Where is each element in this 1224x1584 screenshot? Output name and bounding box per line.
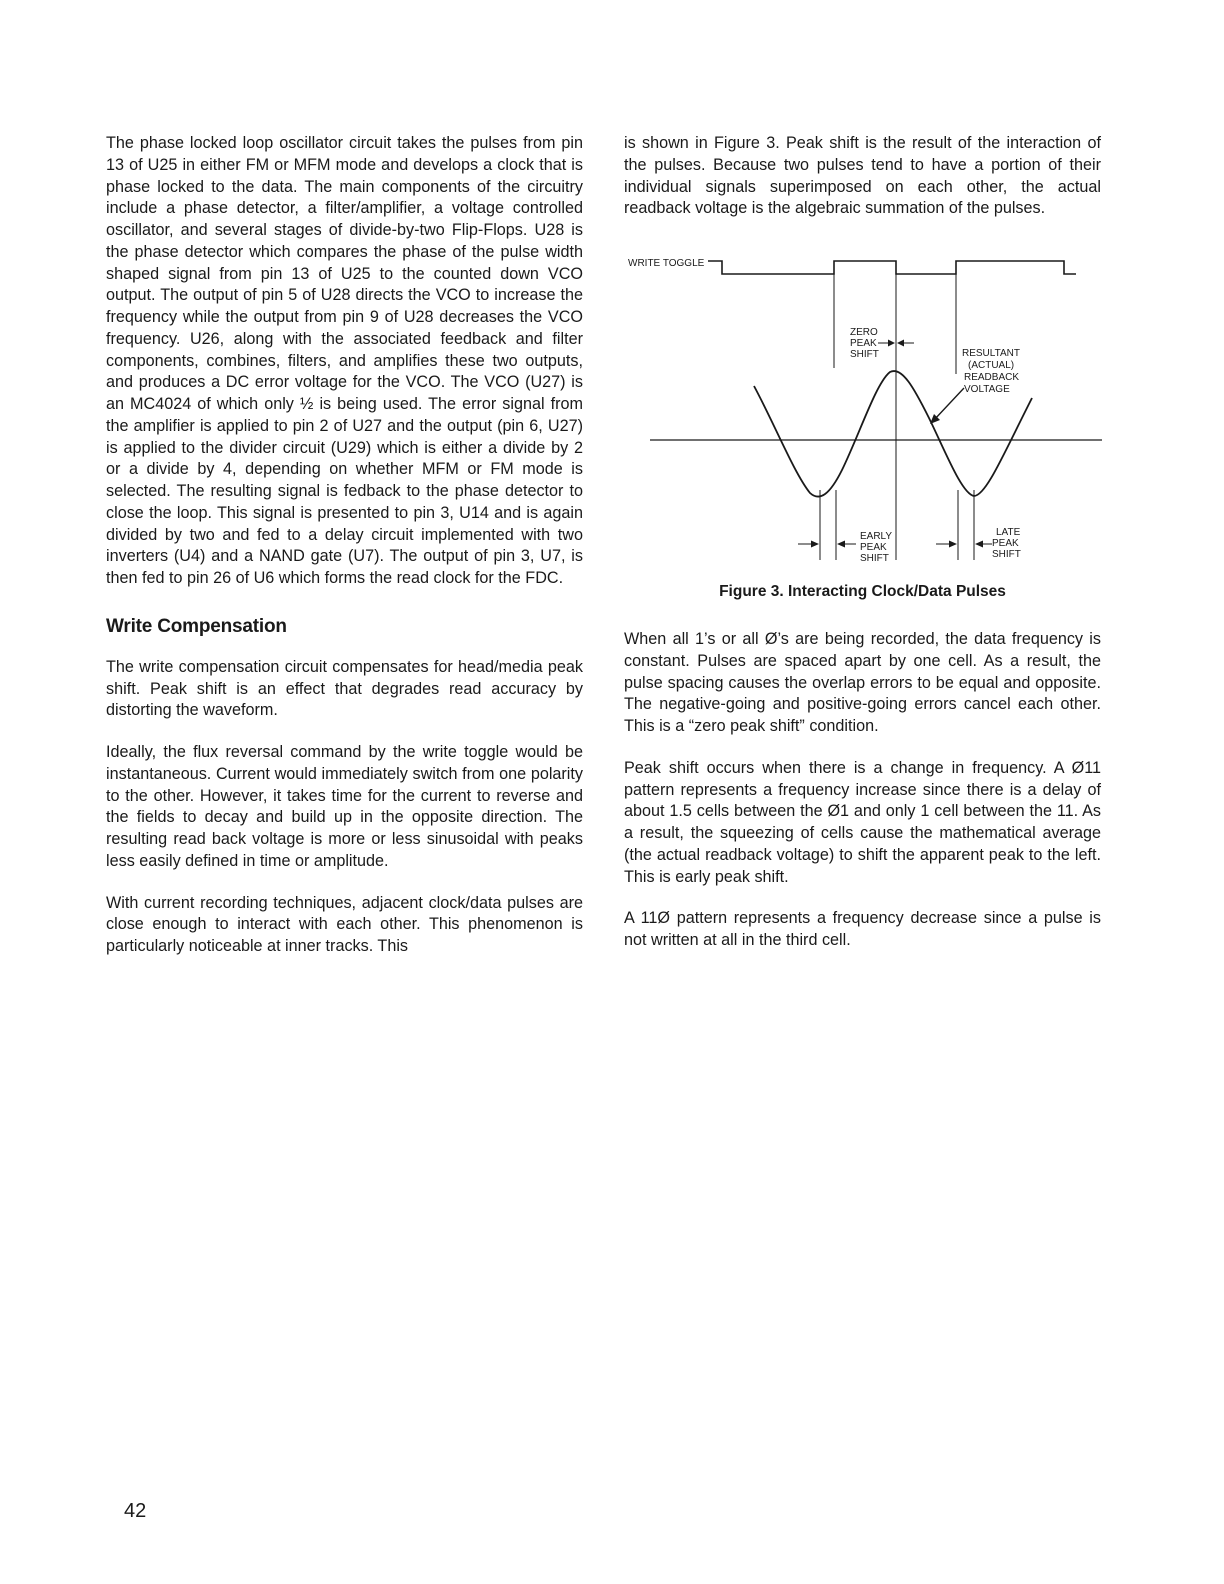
late-arrow-left-head [949,541,957,548]
recording-techniques-paragraph: With current recording techniques, adjacent clock/data pulses are close enough to interact with each other. This phenomenon is particularly noticeable at inner tracks. This [106,893,583,955]
early-peak-label: PEAK [860,542,887,553]
zero-arrow-right-head [897,340,904,347]
late-label: LATE [996,527,1021,538]
left-column [106,133,583,958]
peak-shift-intro-paragraph: is shown in Figure 3. Peak shift is the result of the interaction of the pulses. Because two pulses tend to have a portion of their individual signals superimposed on each other, the actual readback voltage is the algebraic summation of the pulses. [624,134,1101,218]
figure-3-diagram [624,248,1104,583]
early-shift-label: SHIFT [860,553,889,564]
resultant-pointer-shaft [934,388,964,420]
figure-caption: Figure 3. Interacting Clock/Data Pulses [719,583,1006,600]
late-peak-label: PEAK [992,538,1019,549]
section-heading-write-compensation: Write Compensation [106,615,287,637]
readback-label: READBACK [964,372,1020,383]
pll-paragraph: The phase locked loop oscillator circuit takes the pulses from pin 13 of U25 in either FM or MFM mode and develops a clock that is phase locked to the data. The main components of the circuitry include a phase detector, a filter/amplifier, a voltage controlled oscillator, and several stages of divide-by-two Flip-Flops. U28 is the phase detector which compares the phase of the pulse width shaped signal from pin 13 of U25 to the counted down VCO output. The output of pin 5 of U28 directs the VCO to increase the frequency while the output from pin 9 of U28 decreases the VCO frequency. U26, along with the associated feedback and filter components, combines, filters, and amplifies these two outputs, and produces a DC error voltage for the VCO. The VCO (U27) is an MC4024 of which only ½ is being used. The error signal from the amplifier is applied to pin 2 of U27 and the output (pin 6, U27) is applied to the divider circuit (U29) which is either a divide by 2 or a divide by 4, depending on whether MFM or FM mode is selected. The resulting signal is fedback to the phase detector to close the loop. This signal is presented to pin 3, U14 and is again divided by two and fed to a delay circuit implemented with two inverters (U4) and a NAND gate (U7). The output of pin 3, U7, is then fed to pin 26 of U6 which forms the read clock for the FDC. [106,134,583,587]
resultant-label: RESULTANT [962,348,1020,359]
zero-shift-label: SHIFT [850,349,879,360]
voltage-label: VOLTAGE [964,384,1010,395]
late-shift-label: SHIFT [992,549,1021,560]
write-comp-intro-paragraph: The write compensation circuit compensates for head/media peak shift. Peak shift is an effect that degrades read accuracy by distorting the waveform. [106,657,583,720]
pulse-waveform-svg [624,248,1104,583]
zero-peak-label: PEAK [850,338,877,349]
actual-label: (ACTUAL) [968,360,1015,371]
write-toggle-label: WRITE TOGGLE [628,258,705,269]
early-label: EARLY [860,531,893,542]
page-number: 42 [124,1500,147,1522]
early-peak-shift-paragraph: Peak shift occurs when there is a change in frequency. A Ø11 pattern represents a frequency increase since there is a delay of about 1.5 cells between the Ø1 and only 1 cell between the 11. As a result, the squeezing of cells cause the mathematical average (the actual readback voltage) to shift the apparent peak to the left. This is early peak shift. [624,758,1101,886]
zero-label: ZERO [850,327,878,338]
late-pattern-paragraph: A 11Ø pattern represents a frequency decrease since a pulse is not written at all in the third cell. [624,909,1101,949]
right-column [624,133,1101,952]
early-arrow-left-head [811,541,819,548]
zero-arrow-left-head [888,340,895,347]
write-toggle-waveform [708,261,1076,274]
flux-reversal-paragraph: Ideally, the flux reversal command by the write toggle would be instantaneous. Current would immediately switch from one polarity to the other. However, it takes time for the current to reverse and the fields to decay and build up in the opposite direction. The resulting read back voltage is more or less sinusoidal with peaks less easily defined in time or amplitude. [106,743,583,870]
zero-peak-shift-paragraph: When all 1’s or all Ø’s are being recorded, the data frequency is constant. Pulses are spaced apart by one cell. As a result, the pulse spacing causes the overlap errors to be equal and opposite. The negative-going and positive-going errors cancel each other. This is a “zero peak shift” condition. [624,630,1101,735]
